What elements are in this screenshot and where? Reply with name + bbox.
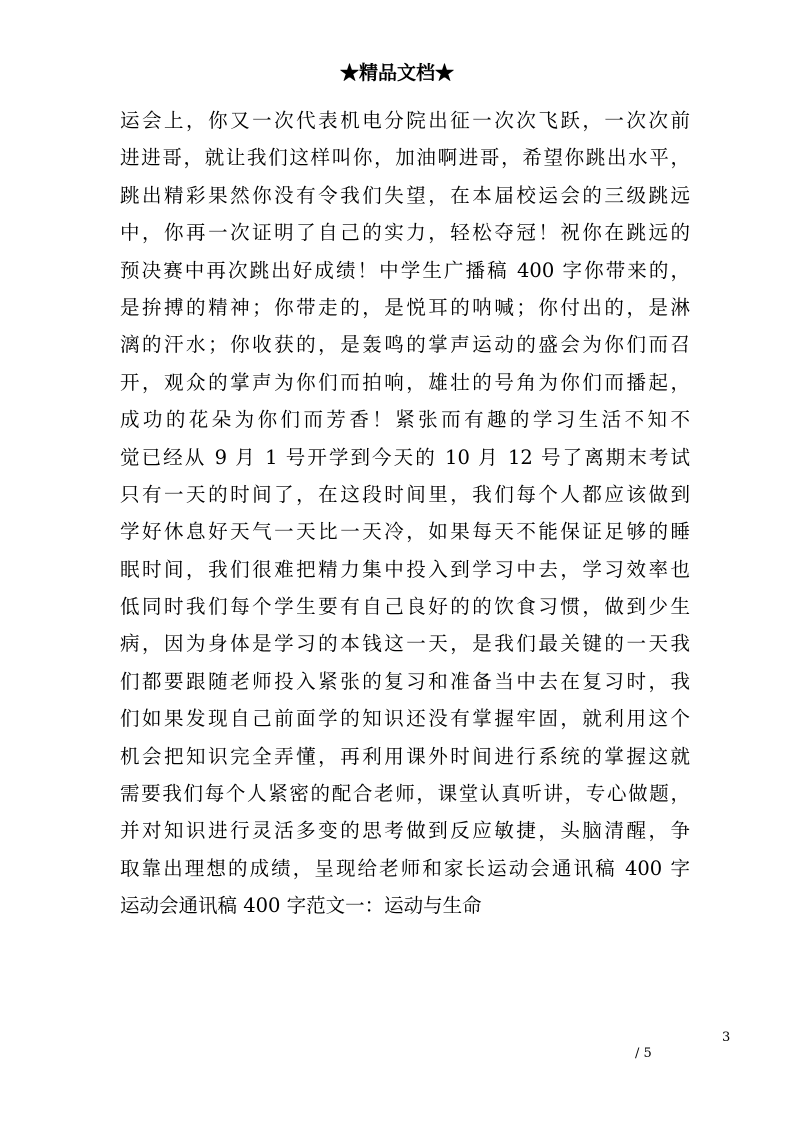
body-line: 觉已经从 9 月 1 号开学到今天的 10 月 12 号了离期末考试 [120,445,690,469]
body-line: 中，你再一次证明了自己的实力，轻松夺冠！祝你在跳远的 [120,221,690,245]
body-line: 开，观众的掌声为你们而拍响，雄壮的号角为你们而播起， [120,370,690,394]
body-line: 运动会通讯稿 400 字范文一：运动与生命 [120,894,482,918]
body-line: 漓的汗水；你收获的，是轰鸣的掌声运动的盛会为你们而召 [120,333,690,357]
body-line: 需要我们每个人紧密的配合老师，课堂认真听讲，专心做题， [120,782,690,806]
body-line: 并对知识进行灵活多变的思考做到反应敏捷，头脑清醒，争 [120,819,690,843]
body-line: 低同时我们每个学生要有自己良好的的饮食习惯，做到少生 [120,595,690,619]
body-line: 们如果发现自己前面学的知识还没有掌握牢固，就利用这个 [120,707,690,731]
body-line: 病，因为身体是学习的本钱这一天，是我们最关键的一天我 [120,632,690,656]
body-line: 取靠出理想的成绩，呈现给老师和家长运动会通讯稿 400 字 [120,856,690,880]
body-line: 们都要跟随老师投入紧张的复习和准备当中去在复习时，我 [120,669,690,693]
page-header-title: ★精品文档★ [339,62,454,84]
body-line: 进进哥，就让我们这样叫你，加油啊进哥，希望你跳出水平， [120,146,690,170]
body-line: 成功的花朵为你们而芳香！紧张而有趣的学习生活不知不 [120,408,690,432]
document-body [120,102,690,925]
body-line: 预决赛中再次跳出好成绩！中学生广播稿 400 字你带来的， [120,258,690,282]
body-line: 是拚搏的精神；你带走的，是悦耳的呐喊；你付出的，是淋 [120,295,690,319]
body-line: 机会把知识完全弄懂，再利用课外时间进行系统的掌握这就 [120,744,690,768]
page-number: 3 [722,1030,731,1045]
body-line: 只有一天的时间了，在这段时间里，我们每个人都应该做到 [120,482,690,506]
body-line: 学好休息好天气一天比一天冷，如果每天不能保证足够的睡 [120,520,690,544]
body-line: 眠时间，我们很难把精力集中投入到学习中去，学习效率也 [120,557,690,581]
body-line: 运会上，你又一次代表机电分院出征一次次飞跃，一次次前 [120,109,690,132]
body-line: 跳出精彩果然你没有令我们失望，在本届校运会的三级跳远 [120,183,690,207]
page-total: / 5 [635,1046,652,1061]
